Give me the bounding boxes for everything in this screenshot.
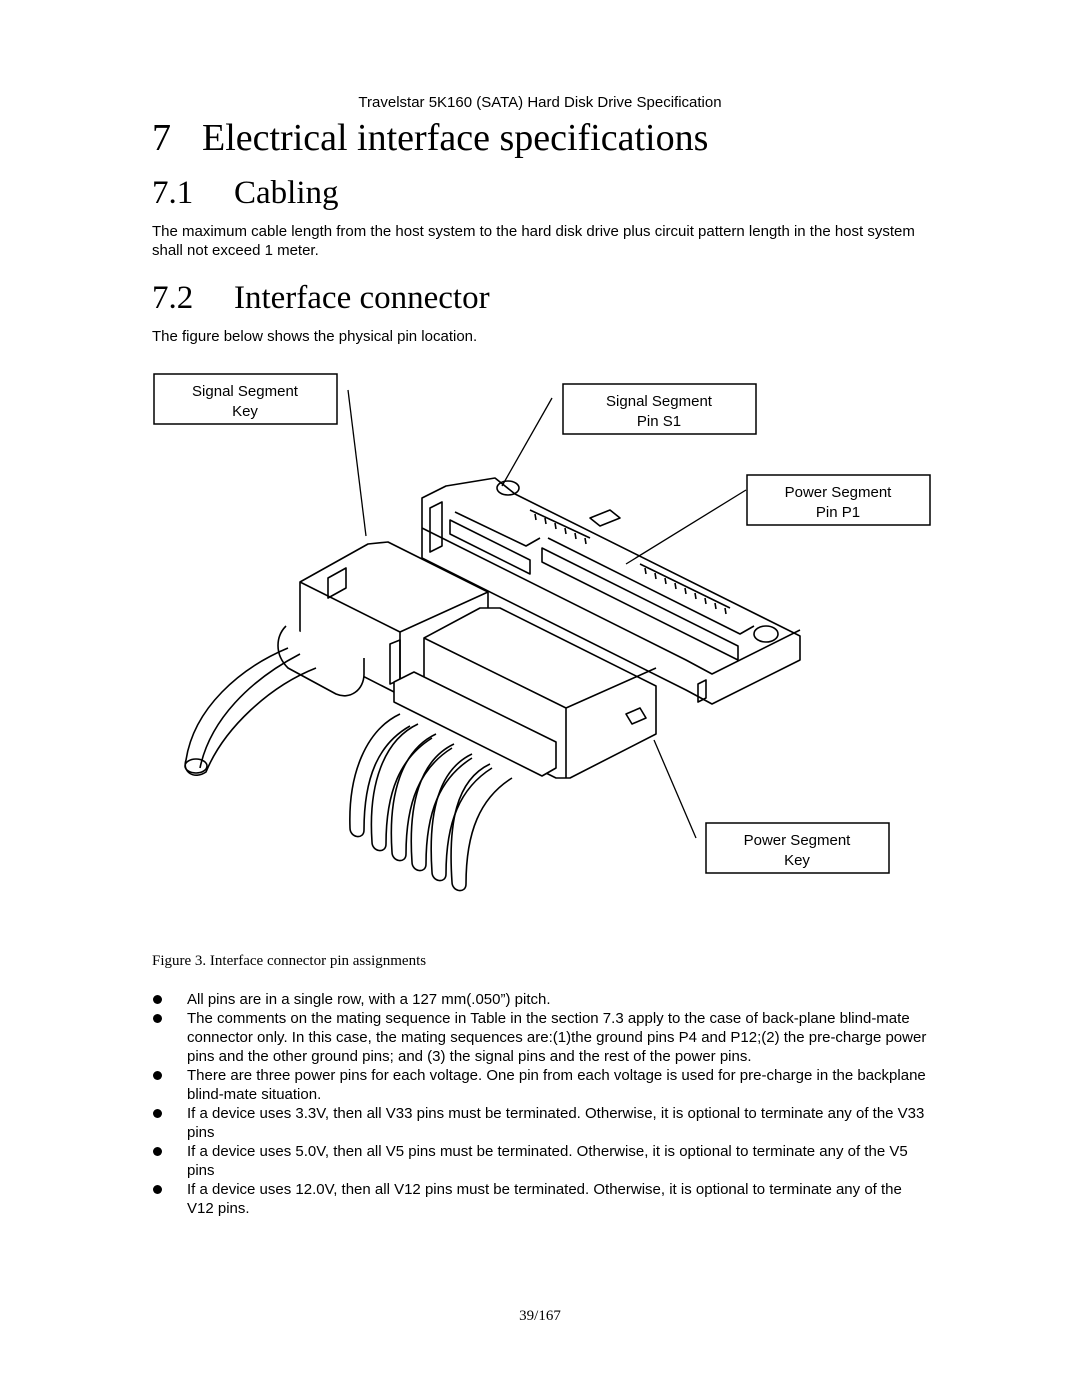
bullet-icon xyxy=(153,995,162,1004)
callout-label: Key xyxy=(784,852,810,869)
connector-illustration xyxy=(150,368,934,940)
callout-signal-key xyxy=(154,374,337,424)
figure-caption: Figure 3. Interface connector pin assignments xyxy=(152,953,427,969)
section-heading xyxy=(152,118,708,160)
subsection-number: 7.1 xyxy=(152,175,194,211)
list-item xyxy=(152,1142,928,1180)
callout-power-key xyxy=(706,823,889,873)
list-item-text: The comments on the mating sequence in Table in the section 7.3 apply to the case of back-plane blind-mate connector only. In this case, the mating sequences are:(1)the ground pins P4 and P12;(2) the pre-charge power pins and the other ground pins; and (3) the signal pins and the rest of the power pins. xyxy=(187,1010,927,1065)
bullet-icon xyxy=(153,1071,162,1080)
list-item xyxy=(152,1104,928,1142)
list-item-text: If a device uses 12.0V, then all V12 pins must be terminated. Otherwise, it is optional to terminate any of the V12 pins. xyxy=(187,1181,902,1217)
callout-label: Pin S1 xyxy=(636,413,682,430)
connector-figure xyxy=(150,368,934,940)
callout-power-pin xyxy=(747,475,930,525)
callout-label: Power Segment xyxy=(784,484,892,501)
subsection-heading-connector xyxy=(152,280,490,316)
subsection-title: Interface connector xyxy=(234,280,490,316)
callout-label: Key xyxy=(232,403,258,420)
list-item xyxy=(152,1066,928,1104)
callout-label: Signal Segment xyxy=(606,393,712,410)
section-number: 7 xyxy=(152,117,171,159)
connector-paragraph: The figure below shows the physical pin location. xyxy=(152,328,478,345)
callout-label: Power Segment xyxy=(743,832,851,849)
callout-signal-pin xyxy=(563,384,756,434)
list-item xyxy=(152,990,928,1009)
list-item-text: If a device uses 3.3V, then all V33 pins must be terminated. Otherwise, it is optional to terminate any of the V33 pins xyxy=(187,1105,925,1141)
cabling-paragraph: The maximum cable length from the host system to the hard disk drive plus circuit pattern length in the host system shall not exceed 1 meter. xyxy=(152,223,915,259)
running-header: Travelstar 5K160 (SATA) Hard Disk Drive Specification xyxy=(358,94,722,111)
subsection-number: 7.2 xyxy=(152,280,194,316)
page-number: 39/167 xyxy=(519,1308,561,1324)
bullet-list xyxy=(152,990,928,1218)
list-item-text: There are three power pins for each voltage. One pin from each voltage is used for pre-charge in the backplane blind-mate situation. xyxy=(187,1067,926,1103)
callout-label: Signal Segment xyxy=(192,383,298,400)
subsection-heading-cabling xyxy=(152,175,339,211)
list-item-text: All pins are in a single row, with a 127 mm(.050”) pitch. xyxy=(187,991,551,1008)
list-item xyxy=(152,1009,928,1066)
list-item-text: If a device uses 5.0V, then all V5 pins must be terminated. Otherwise, it is optional to terminate any of the V5 pins xyxy=(187,1143,908,1179)
bullet-icon xyxy=(153,1014,162,1023)
bullet-icon xyxy=(153,1109,162,1118)
list-item xyxy=(152,1180,928,1218)
section-title: Electrical interface specifications xyxy=(202,117,709,159)
bullet-icon xyxy=(153,1147,162,1156)
bullet-icon xyxy=(153,1185,162,1194)
callout-label: Pin P1 xyxy=(815,504,861,521)
subsection-title: Cabling xyxy=(234,175,339,211)
